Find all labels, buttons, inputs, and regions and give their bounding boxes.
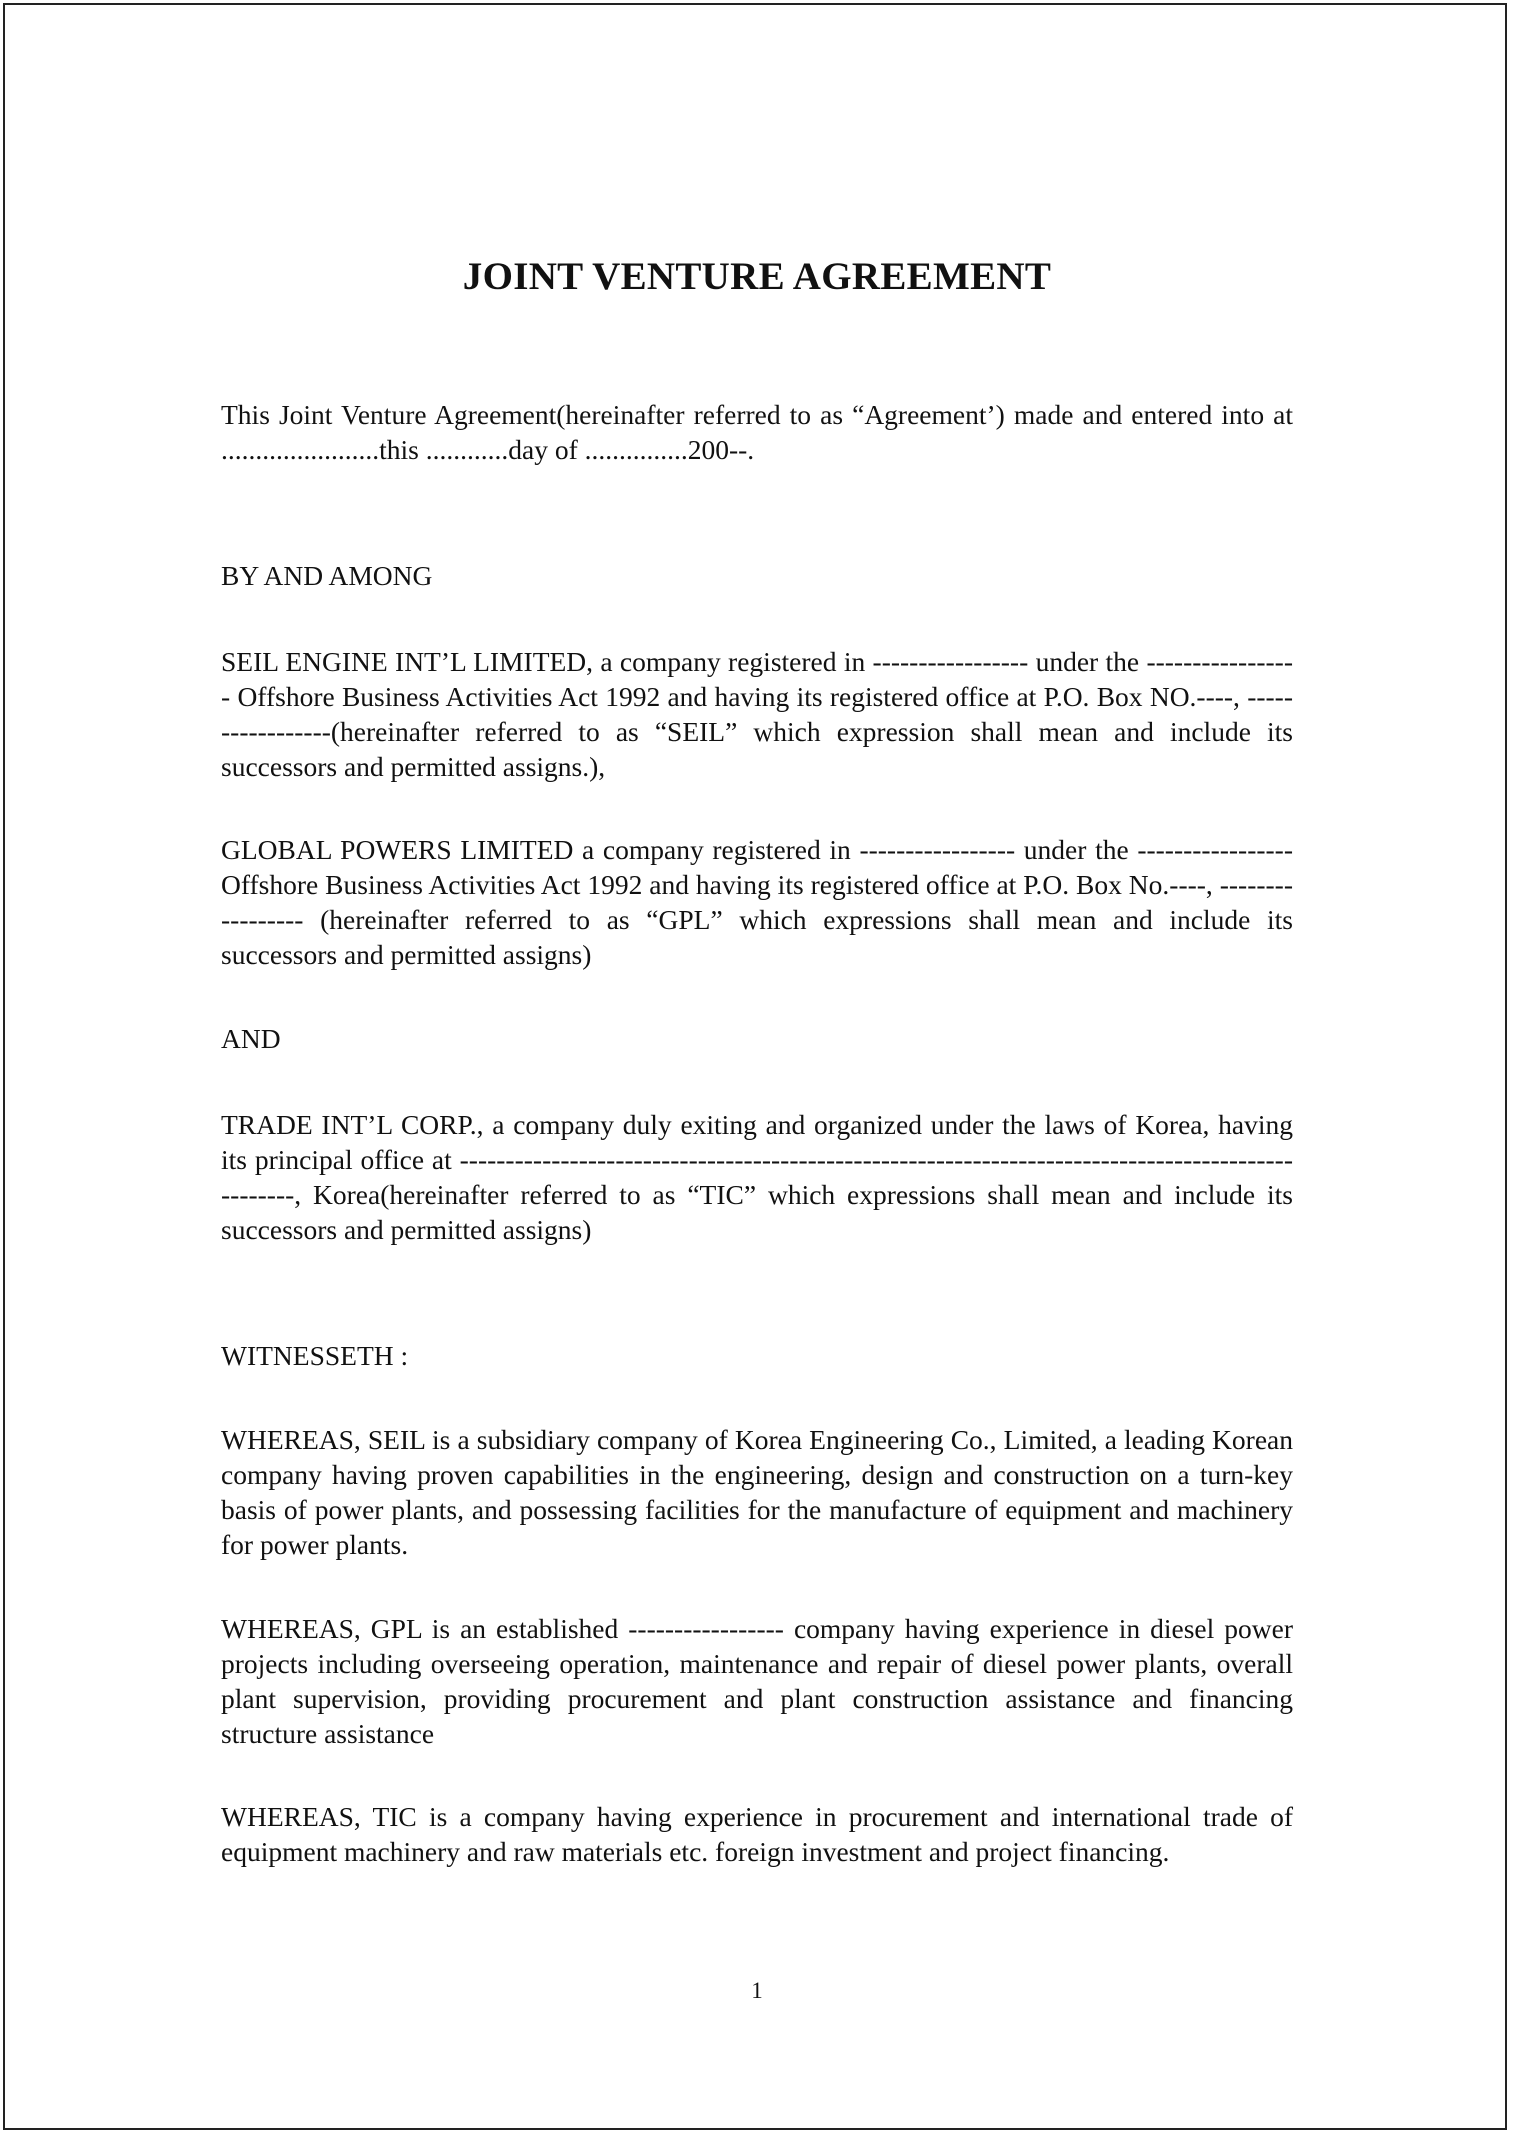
intro-paragraph: [221, 397, 1293, 467]
party-seil-text: SEIL ENGINE INT’L LIMITED, a company registered in ----------------- under the ----------------- Offshore Business Activities Act 1992 and having its registered office at P.O. Box NO.----, -----------------(hereinafter referred to as “SEIL” which expression shall mean and include its successors and permitted assigns.),: [221, 646, 1293, 782]
party-gpl-text: GLOBAL POWERS LIMITED a company registered in ----------------- under the ----------------- Offshore Business Activities Act 1992 and having its registered office at P.O. Box No.----, ----------------- (hereinafter referred to as “GPL” which expressions shall mean and include its successors and permitted assigns): [221, 834, 1293, 970]
whereas-3-text: WHEREAS, TIC is a company having experience in procurement and international trade of equipment machinery and raw materials etc. foreign investment and project financing.: [221, 1801, 1293, 1867]
whereas-2-paragraph: [221, 1611, 1293, 1751]
witnesseth-heading: WITNESSETH :: [221, 1340, 409, 1371]
whereas-2-text: WHEREAS, GPL is an established ----------------- company having experience in diesel power projects including overseeing operation, maintenance and repair of diesel power plants, overall plant supervision, providing procurement and plant construction assistance and financing structure assistance: [221, 1613, 1293, 1749]
party-gpl-paragraph: [221, 832, 1293, 972]
party-tic-paragraph: [221, 1107, 1293, 1247]
whereas-1-text: WHEREAS, SEIL is a subsidiary company of Korea Engineering Co., Limited, a leading Korean company having proven capabilities in the engineering, design and construction on a turn-key basis of power plants, and possessing facilities for the manufacture of equipment and machinery for power plants.: [221, 1424, 1293, 1560]
and-heading: AND: [221, 1023, 281, 1054]
party-seil-paragraph: [221, 644, 1293, 784]
document-title: JOINT VENTURE AGREEMENT: [462, 255, 1052, 298]
party-tic-text: TRADE INT’L CORP., a company duly exiting and organized under the laws of Korea, having its principal office at ---------------------------------------------------------------------------------------------------, Korea(hereinafter referred to as “TIC” which expressions shall mean and include its successors and permitted assigns): [221, 1109, 1293, 1245]
whereas-3-paragraph: [221, 1799, 1293, 1869]
whereas-1-paragraph: [221, 1422, 1293, 1562]
intro-text: This Joint Venture Agreement(hereinafter referred to as “Agreement’) made and entered into at .......................this ............day of ...............200--.: [221, 399, 1293, 465]
page-number: 1: [751, 1978, 763, 2003]
by-and-among-heading: BY AND AMONG: [221, 560, 433, 591]
